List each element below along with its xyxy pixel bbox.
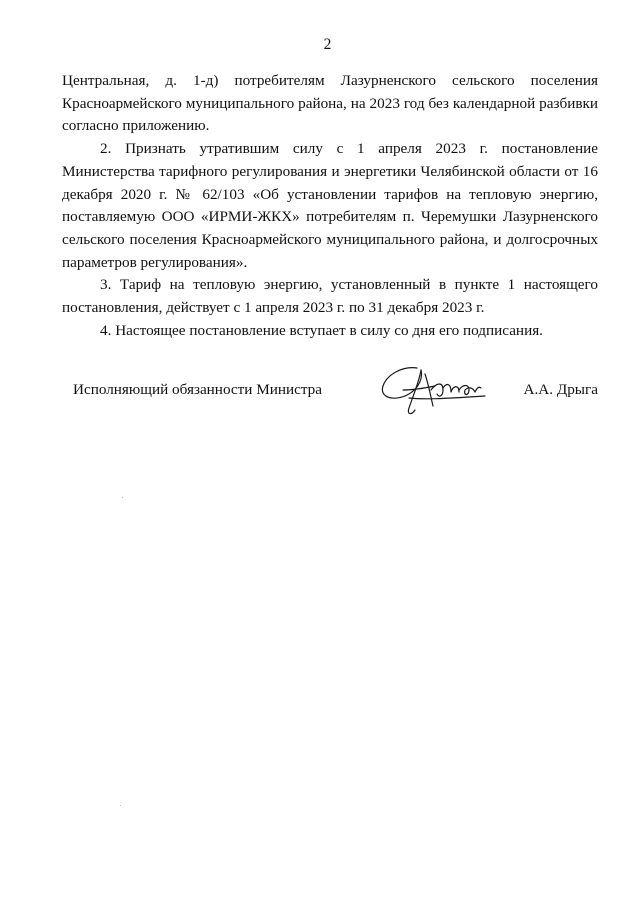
paragraph-item-3: 3. Тариф на тепловую энергию, установленный в пункте 1 настоящего постановления, действует с 1 апреля 2023 г. по 31 декабря 2023 г. (62, 276, 598, 317)
signatory-name: А.А. Дрыга (523, 381, 598, 398)
handwritten-signature (373, 360, 503, 420)
signature-block (73, 360, 598, 420)
paragraph-continuation: Центральная, д. 1-д) потребителям Лазурненского сельского поселения Красноармейского муниципального района, на 2023 год без календарной разбивки согласно приложению. (62, 72, 598, 135)
page-number: 2 (323, 36, 332, 53)
paragraph-item-4: 4. Настоящее постановление вступает в силу со дня его подписания. (100, 321, 543, 339)
signatory-title: Исполняющий обязанности Министра (73, 381, 322, 398)
document-body (62, 70, 598, 342)
paragraph-item-2: 2. Признать утратившим силу с 1 апреля 2023 г. постановление Министерства тарифного регулирования и энергетики Челябинской области от 16 декабря 2020 г. № 62/103 «Об установлении тарифов на тепловую энергию, поставляемую ООО «ИРМИ-ЖКХ» потребителям п. Черемушки Лазурненского сельского поселения Красноармейского муниципального района, и долгосрочных параметров регулирования». (62, 140, 598, 271)
scan-speck (122, 497, 123, 498)
scan-speck (120, 805, 121, 806)
